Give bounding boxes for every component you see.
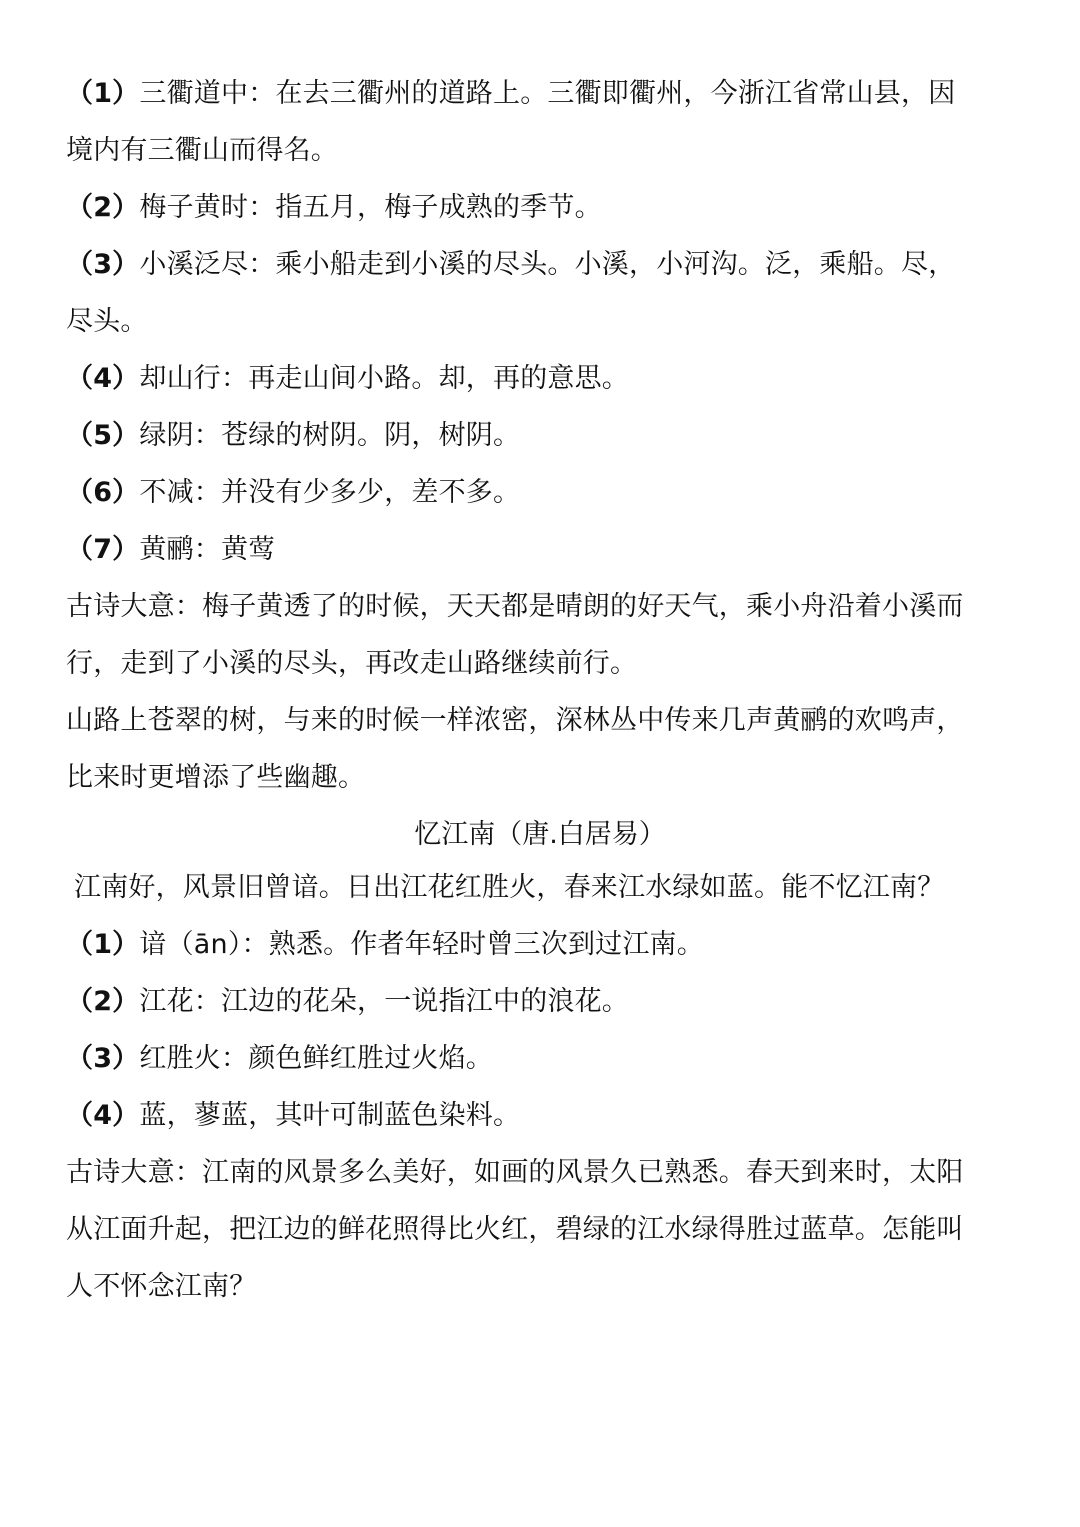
meaning-2-line-1: 古诗大意：江南的风景多么美好，如画的风景久已熟悉。春天到来时，太阳 bbox=[66, 1157, 964, 1188]
note-number: （4） bbox=[66, 363, 140, 394]
poem-text: 江南好，风景旧曾谙。日出江花红胜火，春来江水绿如蓝。能不忆江南？ bbox=[74, 872, 945, 903]
note-text: 三衢道中：在去三衢州的道路上。三衢即衢州，今浙江省常山县，因 bbox=[139, 78, 956, 109]
note-number: （5） bbox=[66, 420, 140, 451]
note-number: （4） bbox=[66, 1100, 140, 1131]
poem-title: 忆江南（唐.白居易） bbox=[414, 819, 666, 850]
note-number: （3） bbox=[66, 1043, 140, 1074]
meaning-2-line-2: 从江面升起，把江边的鲜花照得比火红，碧绿的江水绿得胜过蓝草。怎能叫 bbox=[66, 1214, 964, 1245]
note-5 bbox=[66, 418, 520, 458]
note-number: （7） bbox=[66, 534, 140, 565]
note-1-line-2: 境内有三衢山而得名。 bbox=[66, 135, 338, 166]
note-text: 蓝，蓼蓝，其叶可制蓝色染料。 bbox=[139, 1100, 521, 1131]
note-3-line-2: 尽头。 bbox=[66, 306, 148, 337]
note-number: （2） bbox=[66, 986, 140, 1017]
note-text: 却山行：再走山间小路。却，再的意思。 bbox=[139, 363, 629, 394]
meaning-1-line-1: 古诗大意：梅子黄透了的时候，天天都是晴朗的好天气，乘小舟沿着小溪而 bbox=[66, 591, 964, 622]
note-number: （2） bbox=[66, 192, 140, 223]
note-4 bbox=[66, 361, 629, 401]
note-text: 绿阴：苍绿的树阴。阴，树阴。 bbox=[139, 420, 521, 451]
note-text: 谙（ān）：熟悉。作者年轻时曾三次到过江南。 bbox=[139, 929, 704, 960]
note-7 bbox=[66, 532, 275, 572]
note-1-line-1 bbox=[66, 76, 955, 116]
note-number: （6） bbox=[66, 477, 140, 508]
note-text: 红胜火：颜色鲜红胜过火焰。 bbox=[139, 1043, 493, 1074]
meaning-1-line-3: 山路上苍翠的树，与来的时候一样浓密，深林丛中传来几声黄鹂的欢鸣声， bbox=[66, 705, 964, 736]
note-2-1 bbox=[66, 927, 704, 967]
note-number: （1） bbox=[66, 78, 140, 109]
note-2 bbox=[66, 190, 602, 230]
meaning-1-line-2: 行，走到了小溪的尽头，再改走山路继续前行。 bbox=[66, 648, 638, 679]
note-2-4 bbox=[66, 1098, 520, 1138]
note-2-2 bbox=[66, 984, 629, 1024]
note-number: （1） bbox=[66, 929, 140, 960]
note-6 bbox=[66, 475, 520, 515]
note-number: （3） bbox=[66, 249, 140, 280]
note-text: 不减：并没有少多少，差不多。 bbox=[139, 477, 521, 508]
meaning-1-line-4: 比来时更增添了些幽趣。 bbox=[66, 762, 366, 793]
note-2-3 bbox=[66, 1041, 493, 1081]
note-text: 黄鹂：黄莺 bbox=[139, 534, 276, 565]
note-3-line-1 bbox=[66, 247, 955, 287]
note-text: 小溪泛尽：乘小船走到小溪的尽头。小溪，小河沟。泛，乘船。尽， bbox=[139, 249, 956, 280]
note-text: 梅子黄时：指五月，梅子成熟的季节。 bbox=[139, 192, 602, 223]
meaning-2-line-3: 人不怀念江南？ bbox=[66, 1271, 257, 1302]
note-text: 江花：江边的花朵，一说指江中的浪花。 bbox=[139, 986, 629, 1017]
